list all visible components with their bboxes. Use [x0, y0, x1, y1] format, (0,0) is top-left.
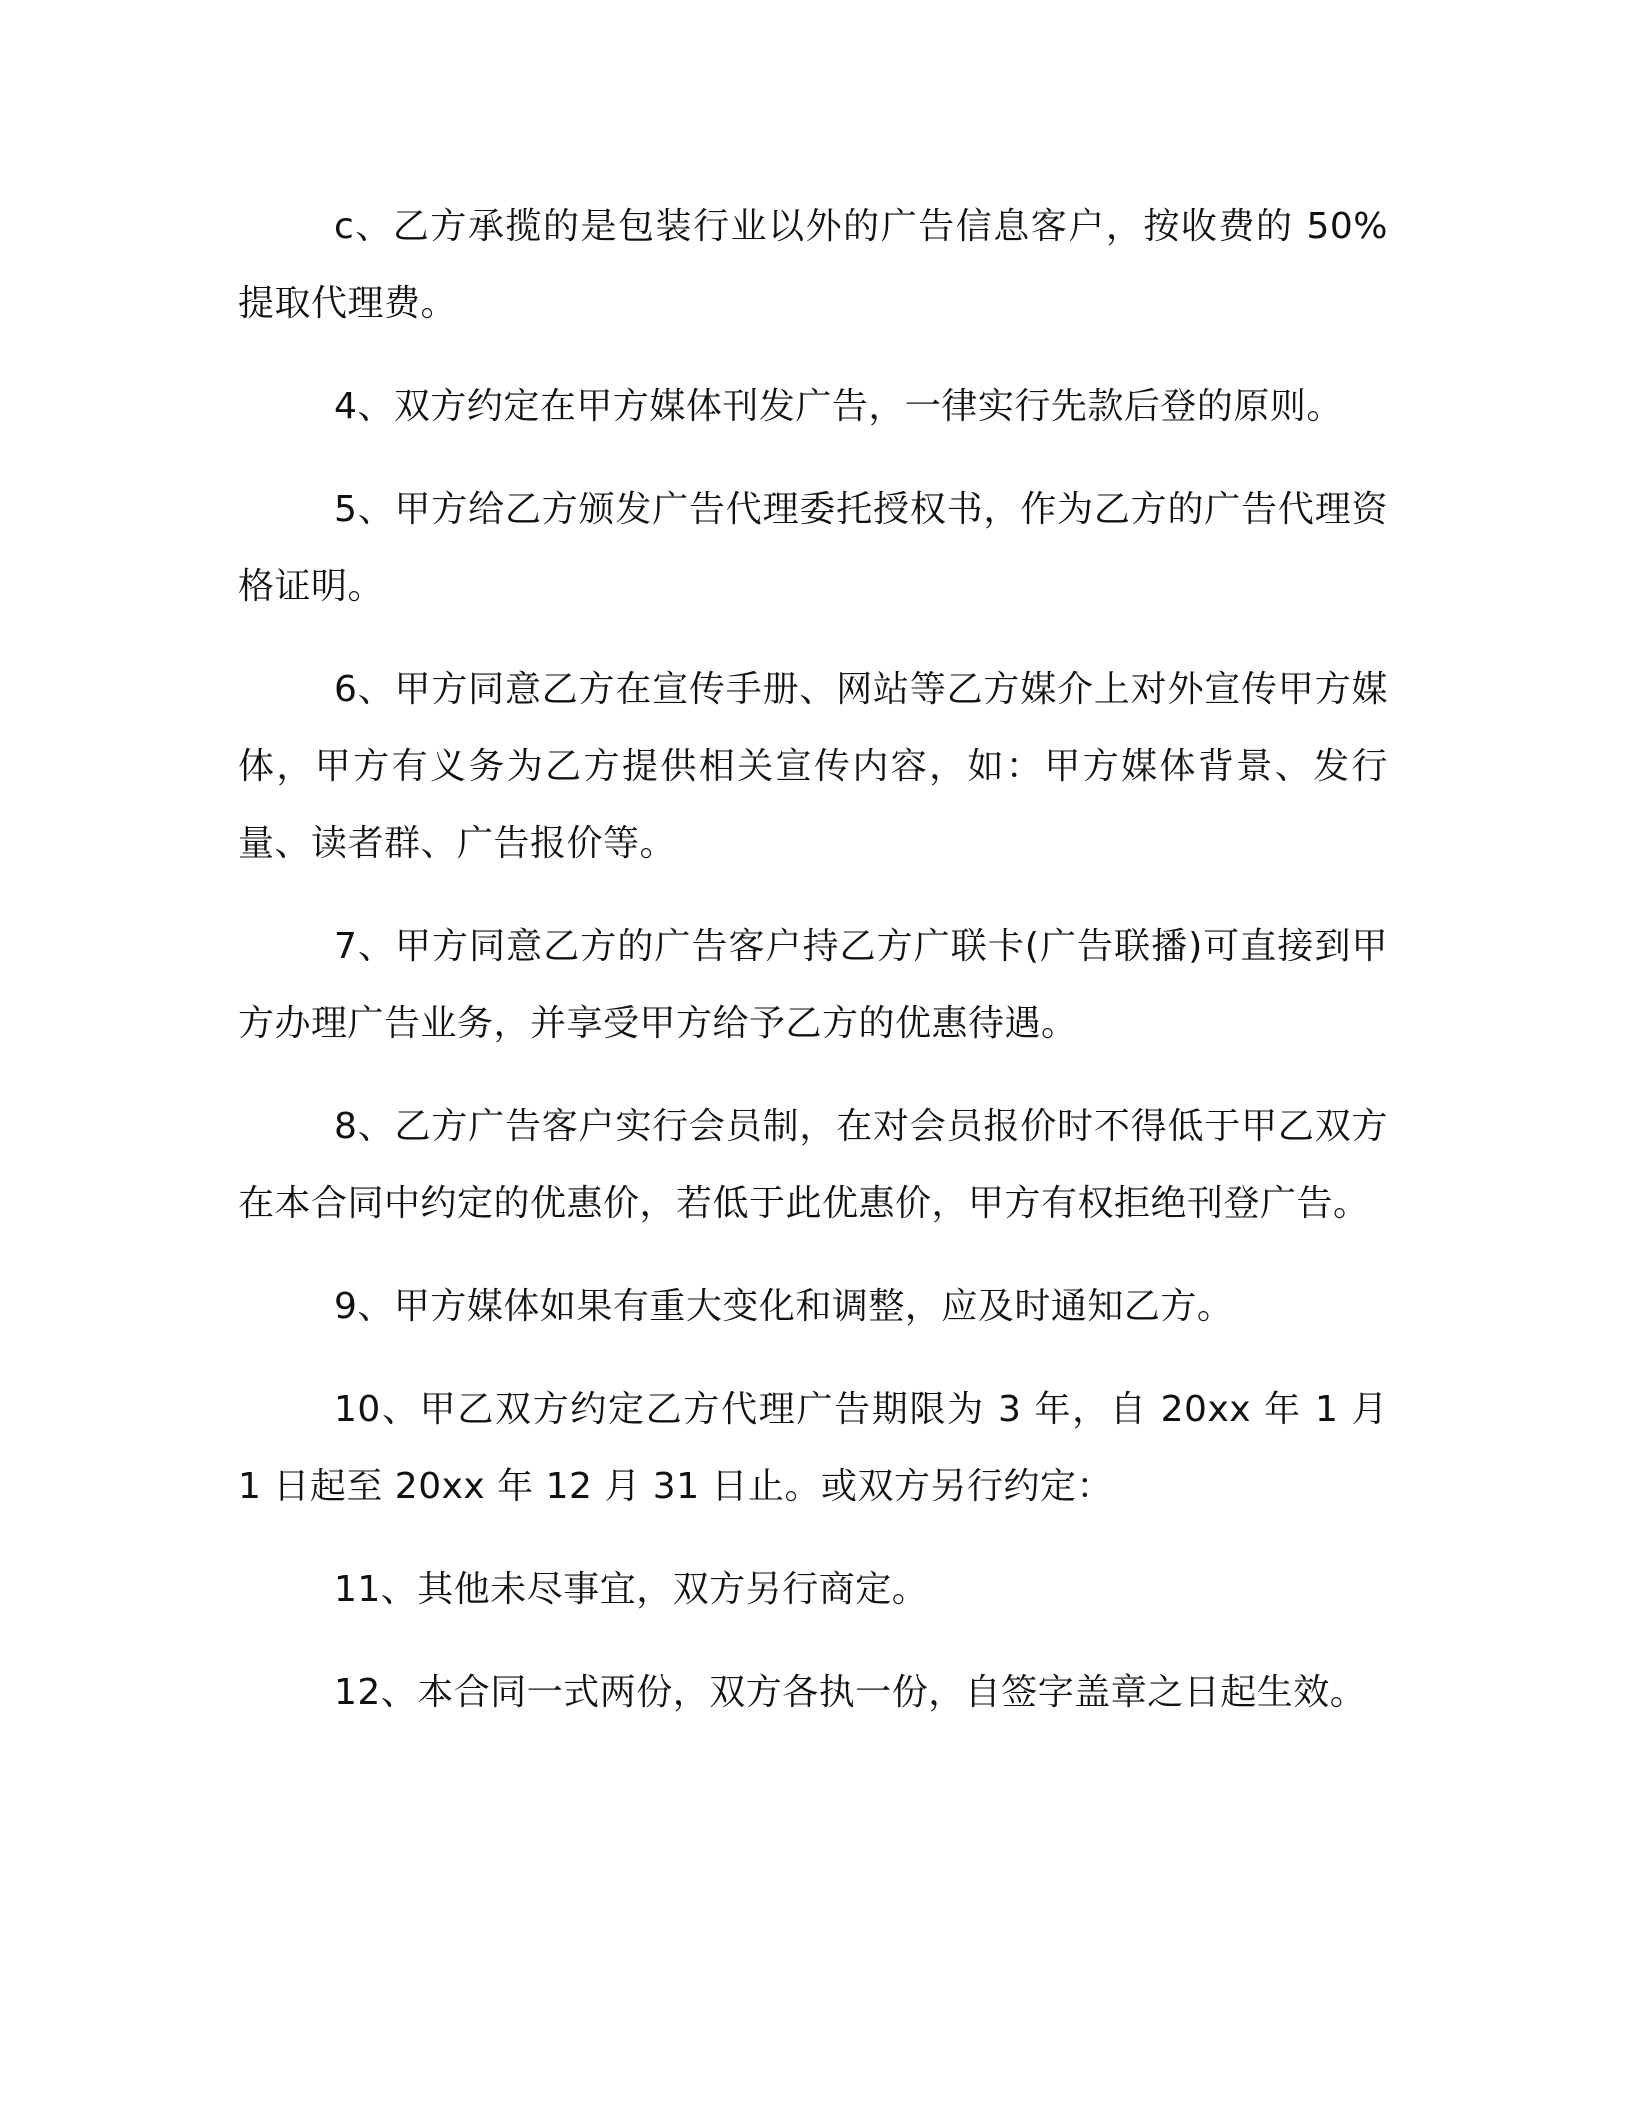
- paragraph-6: 6、甲方同意乙方在宣传手册、网站等乙方媒介上对外宣传甲方媒体，甲方有义务为乙方提供相关宣传内容，如：甲方媒体背景、发行量、读者群、广告报价等。: [238, 669, 1388, 864]
- paragraph-8: 8、乙方广告客户实行会员制，在对会员报价时不得低于甲乙双方在本合同中约定的优惠价，若低于此优惠价，甲方有权拒绝刊登广告。: [238, 1106, 1388, 1224]
- paragraph-4: 4、双方约定在甲方媒体刊发广告，一律实行先款后登的原则。: [334, 386, 1343, 427]
- paragraph-10: 10、甲乙双方约定乙方代理广告期限为 3 年，自 20xx 年 1 月 1 日起至 20xx 年 12 月 31 日止。或双方另行约定：: [238, 1389, 1400, 1507]
- paragraph-9: 9、甲方媒体如果有重大变化和调整，应及时通知乙方。: [334, 1286, 1234, 1327]
- paragraph-c: c、乙方承揽的是包装行业以外的广告信息客户，按收费的 50%提取代理费。: [238, 206, 1388, 324]
- paragraph-11: 11、其他未尽事宜，双方另行商定。: [334, 1569, 929, 1610]
- paragraph-12: 12、本合同一式两份，双方各执一份，自签字盖章之日起生效。: [334, 1672, 1367, 1713]
- paragraph-7: 7、甲方同意乙方的广告客户持乙方广联卡(广告联播)可直接到甲方办理广告业务，并享受甲方给予乙方的优惠待遇。: [238, 926, 1388, 1044]
- document-body: [238, 188, 1400, 1757]
- paragraph-5: 5、甲方给乙方颁发广告代理委托授权书，作为乙方的广告代理资格证明。: [238, 489, 1388, 607]
